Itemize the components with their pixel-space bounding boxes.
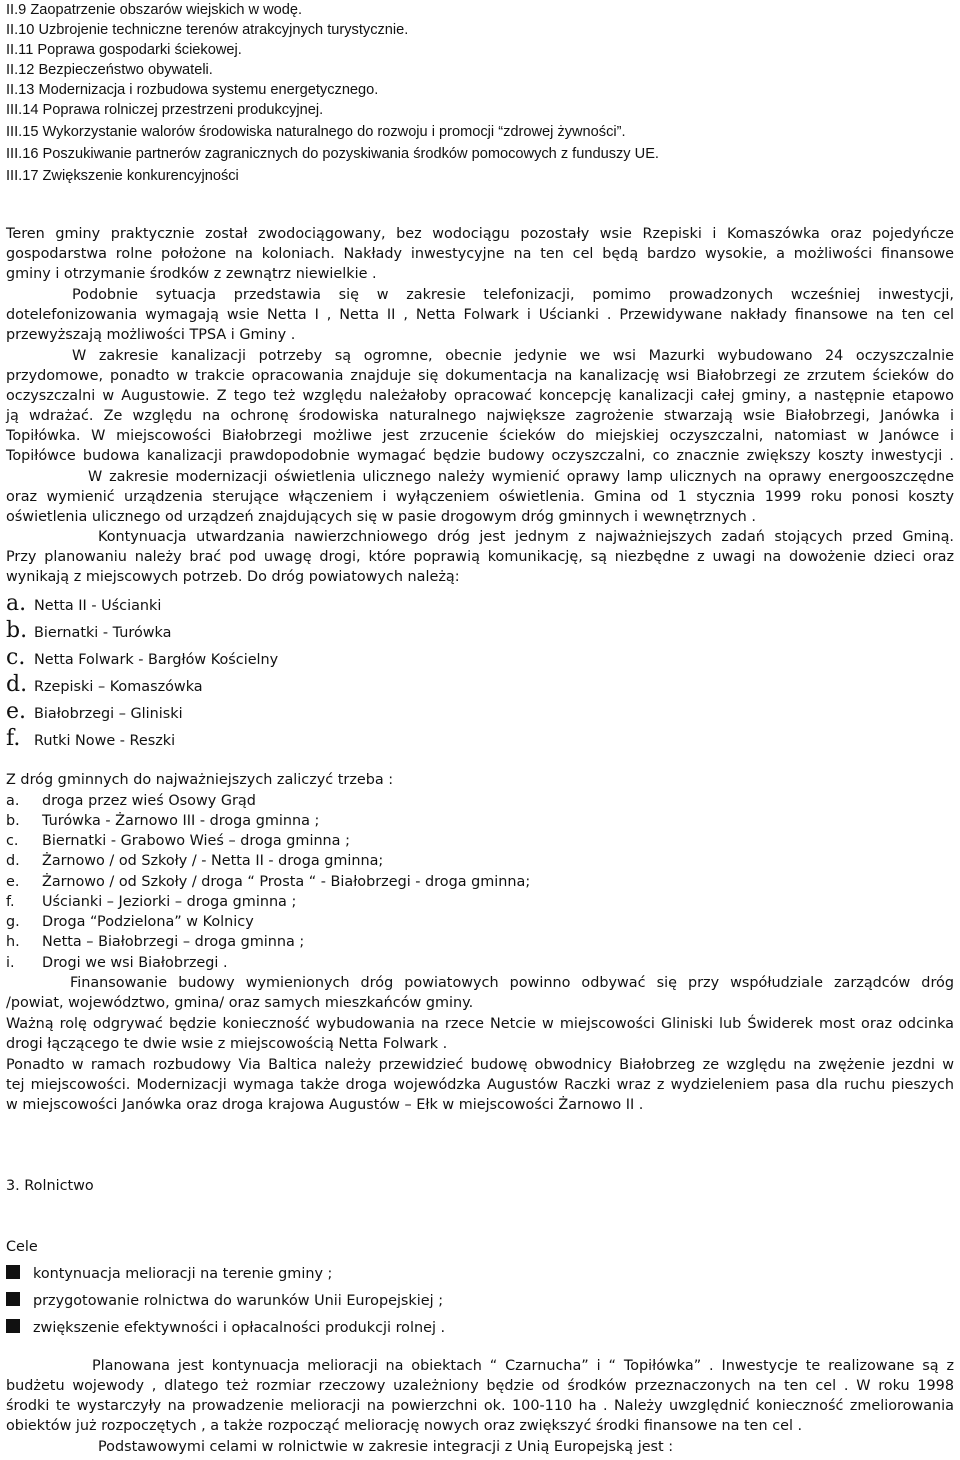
text-line: środki te wystarczyły na prowadzenie melioracji na powierzchni ok. 100-110 ha . Należy uwzględnić konieczność zmeliorowania <box>6 1398 954 1414</box>
list-text: Białobrzegi – Gliniski <box>34 706 183 722</box>
toc-line: III.16 Poszukiwanie partnerów zagranicznych do pozyskiwania środków pomocowych z funduszy UE. <box>6 146 659 162</box>
section-heading: 3. Rolnictwo <box>6 1178 94 1194</box>
list-item <box>6 672 203 697</box>
list-item <box>6 953 228 973</box>
list-label: e. <box>6 874 20 890</box>
toc-line: III.14 Poprawa rolniczej przestrzeni produkcyjnej. <box>6 102 324 118</box>
list-text: Netta II - Uścianki <box>34 598 162 614</box>
list-item <box>6 851 383 871</box>
text-line: gminy i otrzymanie środków z zewnątrz niewielkie . <box>6 266 377 282</box>
list-item <box>6 831 350 851</box>
text-line: w miejscowości Janówka oraz droga krajowa Augustów – Ełk w miejscowości Żarnowo II . <box>6 1097 644 1113</box>
text-line: W zakresie modernizacji oświetlenia ulicznego należy wymienić oprawy lamp ulicznych na oprawy energooszczędne <box>88 469 954 485</box>
list-label: b. <box>6 618 28 643</box>
toc-line: III.17 Zwiększenie konkurencyjności <box>6 168 239 184</box>
list-item <box>6 1318 445 1338</box>
toc-line: II.9 Zaopatrzenie obszarów wiejskich w wodę. <box>6 2 303 18</box>
list-item <box>6 912 254 932</box>
list-text: zwiększenie efektywności i opłacalności produkcji rolnej . <box>33 1320 446 1336</box>
list-text: Uścianki – Jeziorki – droga gminna ; <box>42 894 297 910</box>
list-label: d. <box>6 672 28 697</box>
paragraph-eu-goals: Podstawowymi celami w rolnictwie w zakresie integracji z Unią Europejską jest : <box>98 1439 674 1455</box>
list-label: f. <box>6 726 21 751</box>
text-line: Podobnie sytuacja przedstawia się w zakresie telefonizacji, pomimo prowadzonych wcześniej inwestycji, <box>72 287 954 303</box>
list-label: a. <box>6 591 27 616</box>
goals-heading: Cele <box>6 1239 38 1255</box>
text-line: budżetu wojewody , dlatego też rozmiar rzeczowy uzależniony będzie od środków przeznaczonych na ten cel . W roku 1998 <box>6 1378 954 1394</box>
list-label: g. <box>6 914 20 930</box>
list-text: Rzepiski – Komaszówka <box>34 679 203 695</box>
list-label: e. <box>6 699 27 724</box>
toc-line: II.10 Uzbrojenie techniczne terenów atrakcyjnych turystycznie. <box>6 22 409 38</box>
list-text: Biernatki - Grabowo Wieś – droga gminna ; <box>42 833 350 849</box>
text-line: przydomowe, ponadto w trakcie opracowania znajduje się dokumentacja na kanalizację wsi Białobrzegi ze zrzutem ścieków do <box>6 368 954 384</box>
square-bullet-icon <box>6 1319 20 1333</box>
list-text: Rutki Nowe - Reszki <box>34 733 176 749</box>
list-item <box>6 932 304 952</box>
toc-line: II.13 Modernizacja i rozbudowa systemu energetycznego. <box>6 82 379 98</box>
list-label: b. <box>6 813 20 829</box>
text-line: Ważną rolę odgrywać będzie konieczność wybudowania na rzece Netcie w miejscowości Gliniski lub Świderek most oraz odcinka <box>6 1016 954 1032</box>
text-line: Topiłówka. W miejscowości Białobrzegi możliwe jest zrzucenie ścieków do miejskiej oczyszczalni, natomiast w Janówce i <box>6 428 954 444</box>
text-line: W zakresie kanalizacji potrzeby są ogromne, obecnie jedynie we wsi Mazurki wybudowano 24 oczyszczalnie <box>72 348 954 364</box>
list-text: kontynuacja melioracji na terenie gminy ; <box>33 1266 333 1282</box>
list-label: h. <box>6 934 20 950</box>
text-line: gospodarstwa rolne położone na koloniach. Nakłady inwestycyjne na ten cel będą bardzo wysokie, a możliwości finansowe <box>6 246 954 262</box>
list-item <box>6 699 183 724</box>
list-item <box>6 618 172 643</box>
text-line: dotelefonizowania wymagają wsie Netta I , Netta II , Netta Folwark i Uścianki . Przewidywane nakłady finansowe na ten cel <box>6 307 954 323</box>
text-line: Finansowanie budowy wymienionych dróg powiatowych powinno odbywać się przy współudziale zarządców dróg <box>70 975 954 991</box>
text-line: Ponadto w ramach rozbudowy Via Baltica należy przewidzieć budowę obwodnicy Białobrzeg ze względu na zwężenie jezdni w <box>6 1057 954 1073</box>
list-text: Drogi we wsi Białobrzegi . <box>42 955 228 971</box>
list-text: Biernatki - Turówka <box>34 625 172 641</box>
list-item <box>6 872 530 892</box>
list-text: Netta – Białobrzegi – droga gminna ; <box>42 934 305 950</box>
text-line: oczyszczalni w Augustowie. Z tego też względu należałoby opracować koncepcję kanalizacji całej gminy, a następnie etapowo <box>6 388 954 404</box>
list-text: Żarnowo / od Szkoły / - Netta II - droga gminna; <box>42 853 384 869</box>
text-line: drogi łączącego te dwie wsie z miejscowością Netta Folwark . <box>6 1036 448 1052</box>
toc-line: II.11 Poprawa gospodarki ściekowej. <box>6 42 242 58</box>
text-line: /powiat, województwo, gmina/ oraz samych mieszkańców gminy. <box>6 995 474 1011</box>
list-label: c. <box>6 645 26 670</box>
list-item <box>6 811 319 831</box>
list-item <box>6 1264 332 1284</box>
list-item <box>6 726 176 751</box>
square-bullet-icon <box>6 1265 20 1279</box>
list-text: Droga “Podzielona” w Kolnicy <box>42 914 254 930</box>
list-item <box>6 1291 443 1311</box>
list-label: c. <box>6 833 19 849</box>
text-line: Teren gminy praktycznie został zwodociągowany, bez wodociągu pozostały wsie Rzepiski i Komaszówka oraz pojedyńcze <box>6 226 954 242</box>
list-text: przygotowanie rolnictwa do warunków Unii Europejskiej ; <box>33 1293 444 1309</box>
list-item <box>6 591 162 616</box>
text-line: ją wdrażać. Ze względu na ochronę środowiska naturalnego największe zagrożenie stwarzają wsie Białobrzegi, Janówka i <box>6 408 954 424</box>
list-item <box>6 892 296 912</box>
text-line: Przy planowaniu należy brać pod uwagę drogi, które poprawią komunikację, są niezbędne z uwagi na dowożenie dzieci oraz <box>6 549 954 565</box>
text-line: Kontynuacja utwardzania nawierzchniowego dróg jest jednym z najważniejszych zadań stojących przed Gminą. <box>98 529 954 545</box>
list-label: f. <box>6 894 15 910</box>
list-text: Netta Folwark - Bargłów Kościelny <box>34 652 279 668</box>
text-line: Topiłówce budowa kanalizacji prawdopodobnie wymagać będzie budowy oczyszczalni, co znacznie zwiększy koszty inwestycji . <box>6 448 954 464</box>
toc-line: III.15 Wykorzystanie walorów środowiska naturalnego do rozwoju i promocji “zdrowej żywności”. <box>6 124 626 140</box>
text-line: tej miejscowości. Modernizacji wymaga także droga wojewódzka Augustów Raczki wraz z wydzieleniem pasa dla ruchu pieszych <box>6 1077 954 1093</box>
list-label: d. <box>6 853 20 869</box>
text-line: Planowana jest kontynuacja melioracji na obiektach “ Czarnucha” i “ Topiłówka” . Inwestycje te realizowane są z <box>92 1358 954 1374</box>
list-text: Turówka - Żarnowo III - droga gminna ; <box>42 813 320 829</box>
list-text: Żarnowo / od Szkoły / droga “ Prosta “ - Białobrzegi - droga gminna; <box>42 874 531 890</box>
list-item <box>6 645 279 670</box>
text-line: przewyższają możliwości TPSA i Gminy . <box>6 327 296 343</box>
list-item <box>6 791 256 811</box>
text-line: oświetlenia ulicznego od urządzeń znajdujących się w pasie drogowym dróg gminnych i wewnętrznych . <box>6 509 756 525</box>
list-text: droga przez wieś Osowy Grąd <box>42 793 256 809</box>
text-line: oraz wymienić urządzenia sterujące włączeniem i wyłączeniem oświetlenia. Gmina od 1 stycznia 1999 roku ponosi koszty <box>6 489 954 505</box>
list-label: a. <box>6 793 20 809</box>
gmina-roads-intro: Z dróg gminnych do najważniejszych zaliczyć trzeba : <box>6 772 394 788</box>
list-label: i. <box>6 955 15 971</box>
square-bullet-icon <box>6 1292 20 1306</box>
text-line: obiektów już rozpoczętych , a także rozpocząć meliorację nowych oraz zwiększyć środki finansowe na ten cel . <box>6 1418 803 1434</box>
text-line: wynikają z miejscowych potrzeb. Do dróg powiatowych należą: <box>6 569 460 585</box>
toc-line: II.12 Bezpieczeństwo obywateli. <box>6 62 213 78</box>
